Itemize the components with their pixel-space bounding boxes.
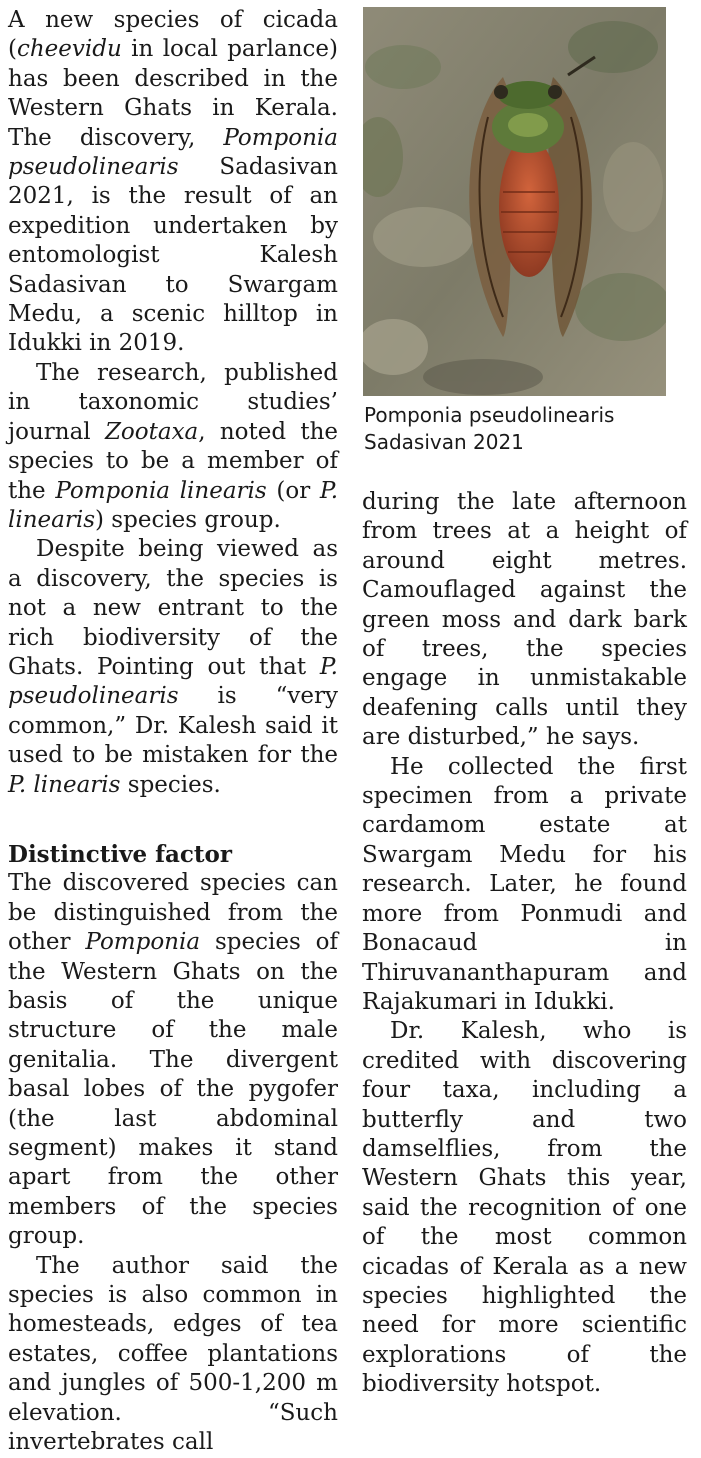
paragraph-distinctive: The discovered species can be distinguished from the other Pomponia species of the Western Ghats on the basis of the unique structure of the male genitalia. The divergent basal lobes of the pygofer (the last abdominal segment) makes it stand apart from the other members of the species group. <box>8 870 338 1250</box>
photo-caption: Pomponia pseudolinearis Sadasivan 2021 <box>364 403 615 454</box>
paragraph-author-part1: The author said the species is also common in homesteads, edges of tea estates, coffee plantations and jungles of 500-1,200 m elevation. “Such invertebrates call <box>8 1252 338 1456</box>
paragraph-author-part2: during the late afternoon from trees at a height of around eight metres. Camouflaged against the green moss and dark bark of trees, the species engage in unmistakable deafening calls until they are disturbed,” he says. <box>362 489 687 751</box>
paragraph-discovery: Despite being viewed as a discovery, the species is not a new entrant to the rich biodiversity of the Ghats. Pointing out that P. pseudolinearis is “very common,” Dr. Kalesh said it used to be mistaken for the P. linearis species. <box>8 536 338 798</box>
paragraph-specimen: He collected the first specimen from a private cardamom estate at Swargam Medu for his research. Later, he found more from Ponmudi and Bonacaud in Thiruvananthapuram and Rajakumari in Idukki. <box>362 753 687 1015</box>
cicada-illustration <box>363 7 666 396</box>
section-subhead: Distinctive factor <box>8 840 232 868</box>
paragraph-credits: Dr. Kalesh, who is credited with discovering four taxa, including a butterfly and two damselflies, from the Western Ghats this year, said the recognition of one of the most common cicadas of Kerala as a new species highlighted the need for more scientific explorations of the biodiversity hotspot. <box>362 1018 687 1398</box>
paragraph-intro: A new species of cicada (cheevidu in local parlance) has been described in the Western Ghats in Kerala. The discovery, Pomponia pseudolinearis Sadasivan 2021, is the result of an expedition undertaken by entomologist Kalesh Sadasivan to Swargam Medu, a scenic hilltop in Idukki in 2019. <box>8 7 338 357</box>
article-column-right <box>362 488 687 1400</box>
cicada-photo <box>363 7 666 396</box>
article-column-left <box>8 6 338 1458</box>
paragraph-research: The research, published in taxonomic studies’ journal Zootaxa, noted the species to be a member of the Pomponia linearis (or P. linearis) species group. <box>8 359 339 533</box>
